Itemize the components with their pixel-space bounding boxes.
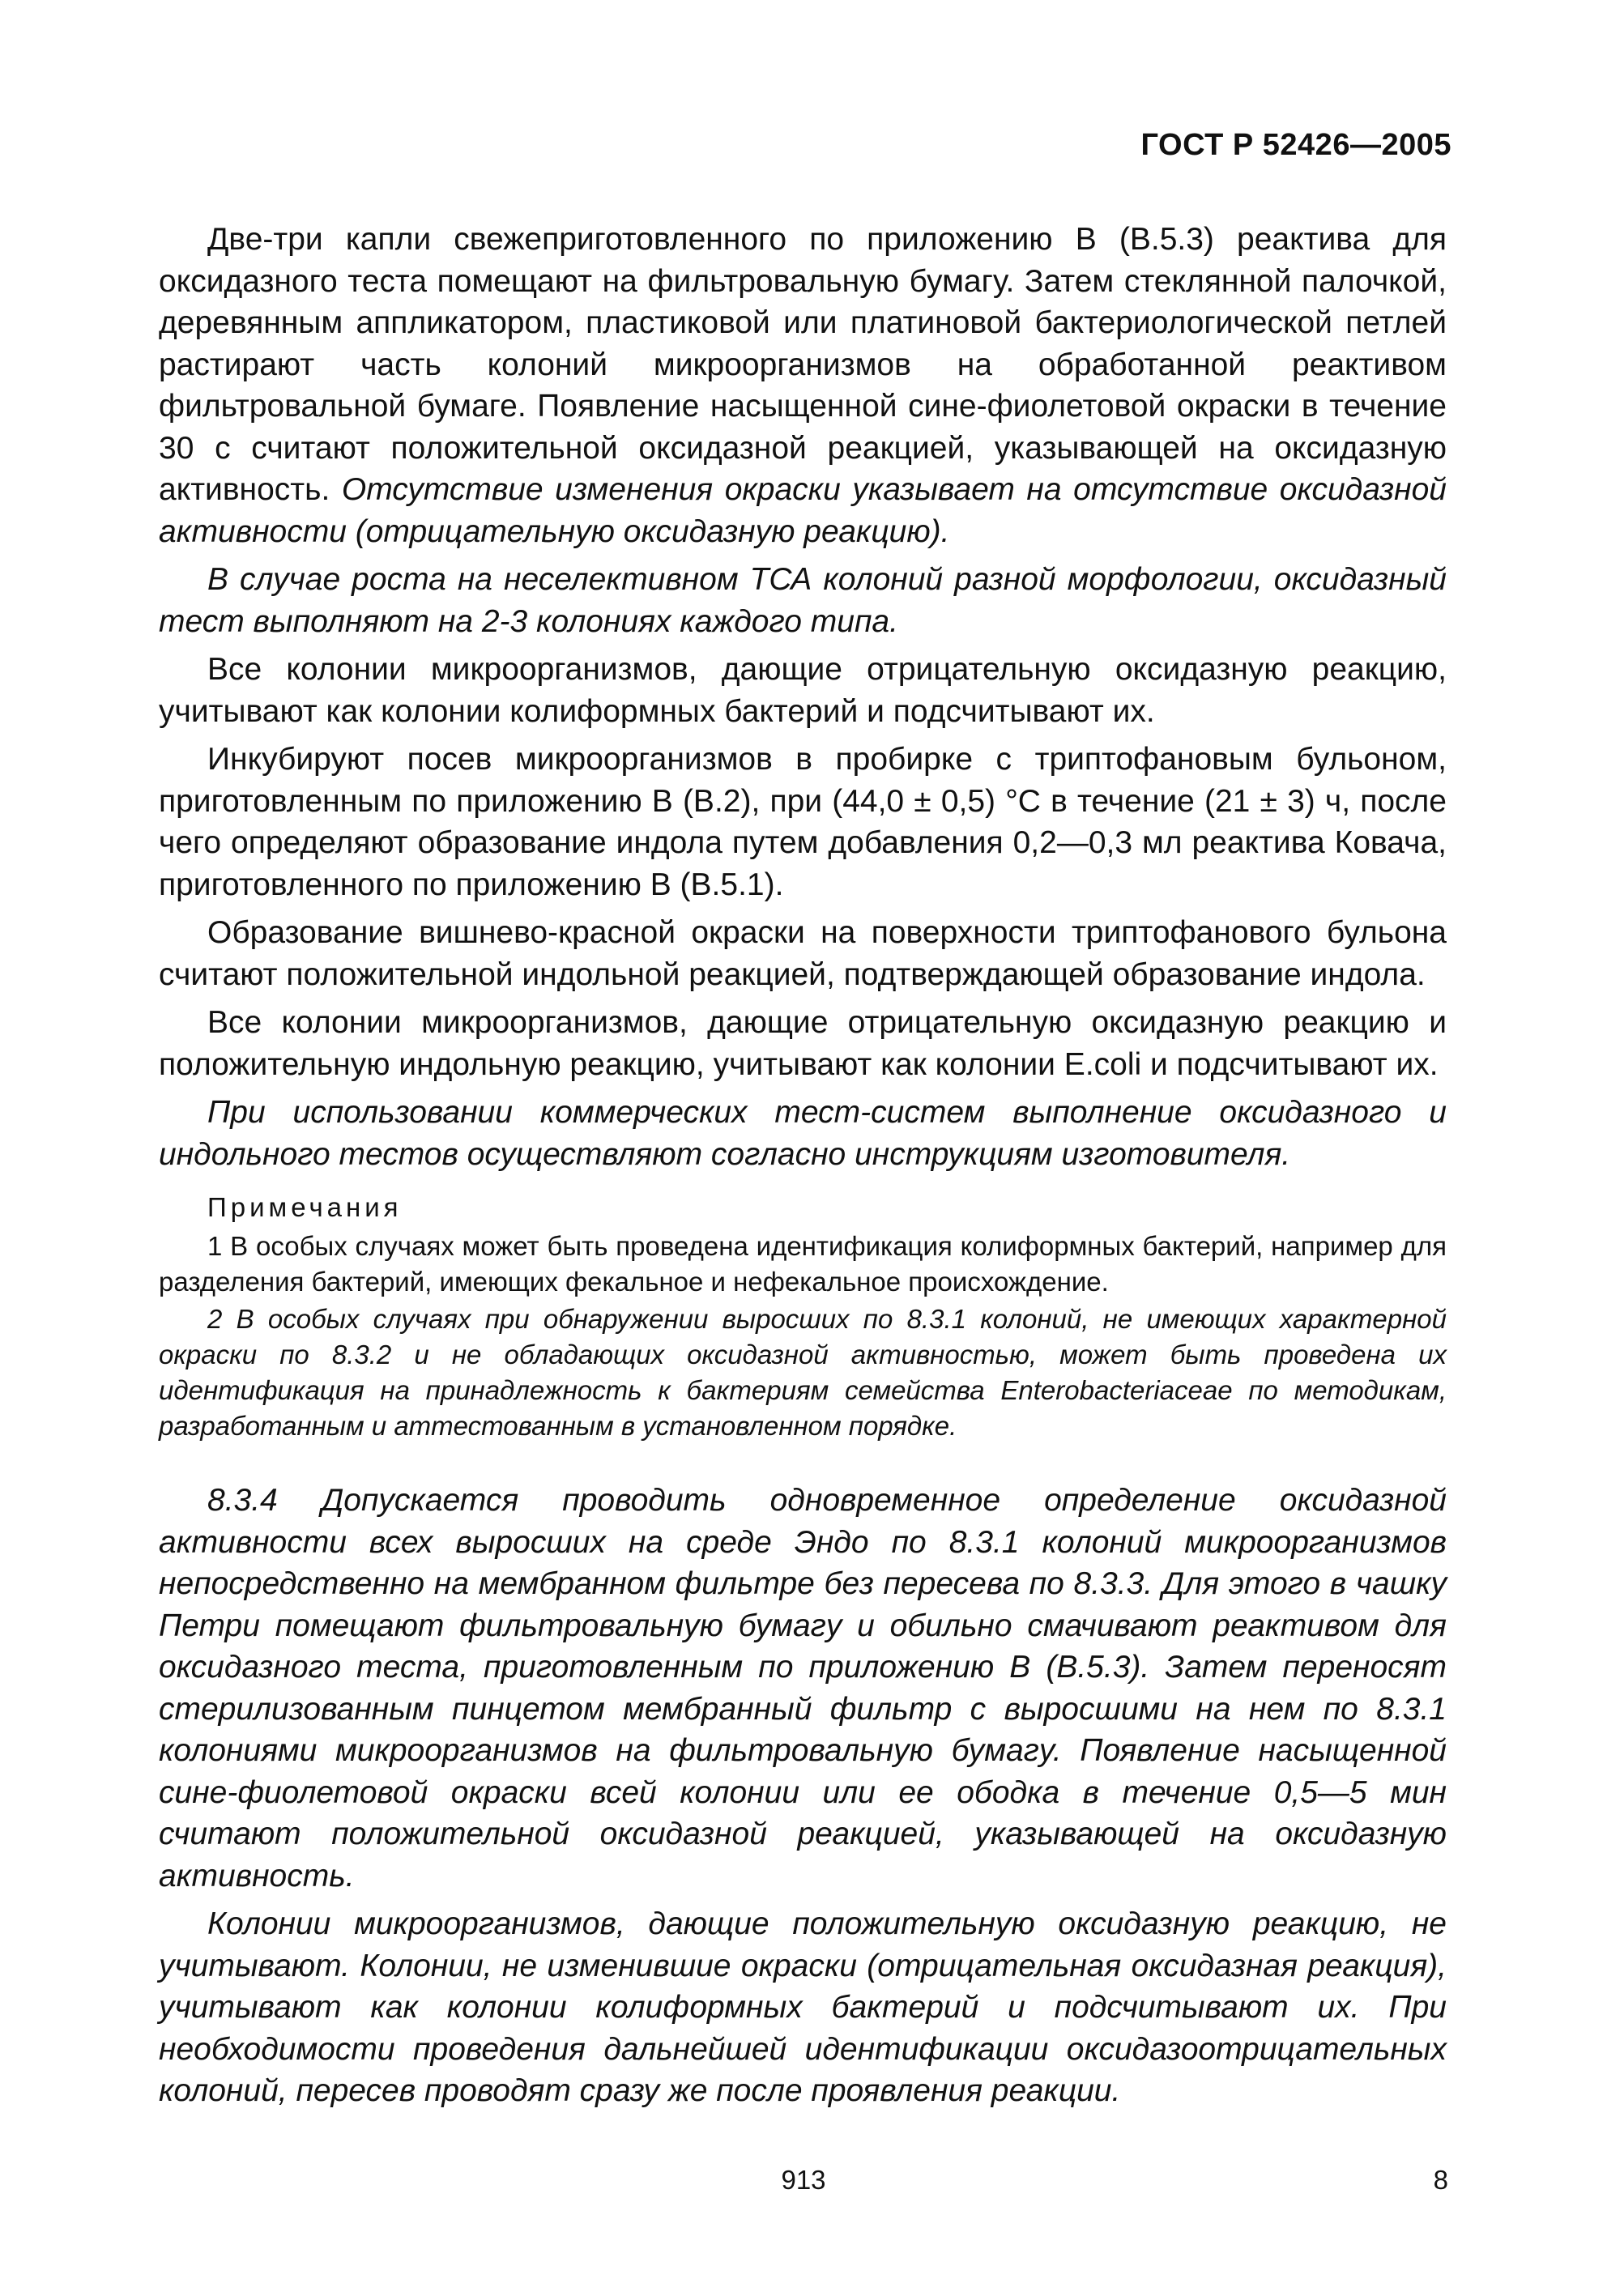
paragraph-morphology: В случае роста на неселективном ТСА колоний разной морфологии, оксидазный тест выполняют на 2-3 колониях каждого типа. (159, 562, 1447, 639)
note-2: 2 В особых случаях при обнаружении выросших по 8.3.1 колоний, не имеющих характерной окраски по 8.3.2 и не обладающих оксидазной активностью, может быть проведена их идентификация на принадлежность к бактериям семейства Enterobacteriaceae по методикам, разработанным и аттестованным в установленном порядке. (159, 1304, 1447, 1441)
paragraph-oxidase-test (159, 219, 1447, 552)
paragraph-oxidase-test-text: Две-три капли свежеприготовленного по приложению В (В.5.3) реактива для оксидазного теста помещают на фильтровальную бумагу. Затем стеклянной палочкой, деревянным аппликатором, пластиковой или платиновой бактериологической петлей растирают часть колоний микроорганизмов на обработанной реактивом фильтровальной бумаге. Появление насыщенной сине-фиолетовой окраски в течение 30 с считают положительной оксидазной реакцией, указывающей на оксидазную активность. (159, 222, 1447, 507)
page-number-center: 913 (781, 2165, 826, 2195)
page-number-right: 8 (1433, 2165, 1448, 2195)
notes-title: Примечания (207, 1192, 403, 1222)
section-8-3-4-paragraph: 8.3.4 Допускается проводить одновременное определение оксидазной активности всех выросших на среде Эндо по 8.3.1 колоний микроорганизмов непосредственно на мембранном фильтре без пересева по 8.3.3. Для этого в чашку Петри помещают фильтровальную бумагу и обильно смачивают реактивом для оксидазного теста, приготовленным по приложению В (В.5.3). Затем переносят стерилизованным пинцетом мембранный фильтр с выросшими на нем по 8.3.1 колониями микроорганизмов на фильтровальную бумагу. Появление насыщенной сине-фиолетовой окраски всей колонии или ее ободка в течение 0,5—5 мин считают положительной оксидазной реакцией, указывающей на оксидазную активность. (159, 1483, 1447, 1893)
paragraph-oxidase-test-italic: Отсутствие изменения окраски указывает на отсутствие оксидазной активности (отрицательную оксидазную реакцию). (159, 472, 1447, 549)
paragraph-ecoli-count: Все колонии микроорганизмов, дающие отрицательную оксидазную реакцию и положительную индольную реакцию, учитывают как колонии E.coli и подсчитывают их. (159, 1005, 1447, 1082)
paragraph-indole-reaction: Образование вишнево-красной окраски на поверхности триптофанового бульона считают положительной индольной реакцией, подтверждающей образование индола. (159, 915, 1447, 992)
section-8-3-4-colonies-paragraph: Колонии микроорганизмов, дающие положительную оксидазную реакцию, не учитывают. Колонии, не изменившие окраски (отрицательная оксидазная реакция), учитывают как колонии колиформных бактерий и подсчитывают их. При необходимости проведения дальнейшей идентификации оксидазоотрицательных колоний, пересев проводят сразу же после проявления реакции. (159, 1906, 1447, 2108)
paragraph-coliform-count: Все колонии микроорганизмов, дающие отрицательную оксидазную реакцию, учитывают как колонии колиформных бактерий и подсчитывают их. (159, 652, 1447, 729)
document-body (159, 219, 1447, 2119)
paragraph-incubation: Инкубируют посев микроорганизмов в пробирке с триптофановым бульоном, приготовленным по приложению В (В.2), при (44,0 ± 0,5) °С в течение (21 ± 3) ч, после чего определяют образование индола путем добавления 0,2—0,3 мл реактива Ковача, приготовленного по приложению В (В.5.1). (159, 742, 1447, 902)
note-1: 1 В особых случаях может быть проведена идентификация колиформных бактерий, например для разделения бактерий, имеющих фекальное и нефекальное происхождение. (159, 1231, 1447, 1297)
paragraph-commercial-tests: При использовании коммерческих тест-систем выполнение оксидазного и индольного тестов осуществляют согласно инструкциям изготовителя. (159, 1095, 1447, 1172)
standard-header: ГОСТ Р 52426—2005 (1140, 128, 1451, 162)
